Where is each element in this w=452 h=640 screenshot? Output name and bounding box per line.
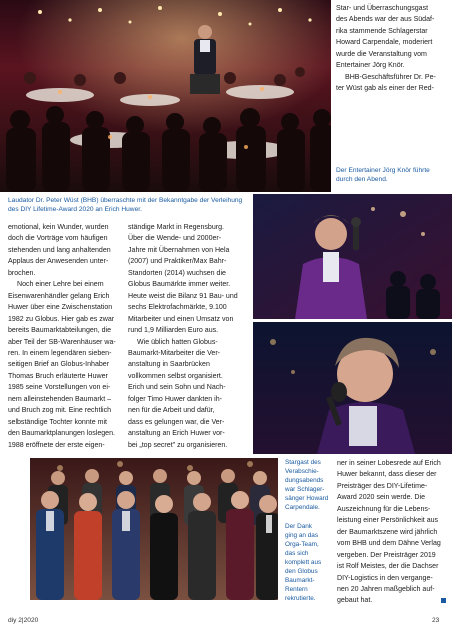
text-line: und Bruch zog mit. Eine rechtlich — [8, 407, 112, 415]
text-line: dass es gelungen war, die Ver- — [128, 418, 225, 426]
text-line: nen für die Arbeit und dafür, — [128, 407, 215, 415]
caption-line: sänger Howard — [285, 495, 329, 503]
caption-group — [285, 458, 331, 603]
text-line: Eisenwarenhändler gelang Erich — [8, 292, 110, 300]
text-line: DIY-Logistics in den vergange- — [337, 574, 433, 582]
text-line: Wie üblich hatten Globus- — [137, 338, 218, 346]
text-line: Globus Baumärkte immer weiter. — [128, 281, 231, 289]
text-line: Huwer bekannt, dass dieser der — [337, 471, 437, 479]
text-line: Huwer über eine Zwischenstation — [8, 304, 113, 312]
text-line: Jahre mit Übernahmen von Hela — [128, 246, 230, 254]
text-line: ständige Markt in Regensburg. — [128, 224, 224, 231]
text-line: gebaut hat. — [337, 597, 373, 605]
text-line: 1985 seine Vorstellungen von ei- — [8, 384, 111, 392]
body-column-2 — [128, 222, 243, 451]
text-line: Preisträger des DIY-Lifetime- — [337, 482, 428, 490]
text-line: Heute weist die Bilanz 91 Bau- und — [128, 292, 238, 300]
body-column-3 — [337, 458, 446, 607]
text-line: nen 20 Jahren maßgeblich auf- — [337, 585, 435, 593]
end-of-article-icon — [441, 598, 446, 603]
text-line: nem alleinstehenden Baumarkt – — [8, 395, 112, 403]
text-line: 1988 eröffnete der erste eigen- — [8, 441, 105, 449]
text-line: BHB-Geschäftsführer Dr. Pe- — [345, 73, 436, 81]
text-line: Howard Carpendale, moderiert — [336, 39, 433, 47]
text-line: 1982 zu Globus. Hier gab es zwar — [8, 315, 115, 323]
text-line: Erich und sein Sohn und Nach- — [128, 384, 226, 392]
text-line: anstaltung an Erich Huwer vor- — [128, 430, 225, 438]
text-line: bei „top secret" zu organisieren. — [128, 441, 228, 449]
text-line: sechs Elektrofachmärkte, 9.100 — [128, 304, 227, 312]
text-line: rund 1,9 Milliarden Euro aus. — [128, 327, 219, 335]
text-line: rika stammende Schlagerstar — [336, 27, 428, 35]
caption-line: Rentern — [285, 586, 308, 594]
caption-line: rekrutierte. — [285, 595, 316, 603]
text-line: ner in seiner Lobesrede auf Erich — [337, 460, 441, 467]
text-line: folger Timo Huwer dankten ih- — [128, 395, 223, 403]
caption-line: dungsabends — [285, 477, 324, 485]
text-line: ter Wüst gab als einer der Red- — [336, 85, 434, 93]
footer-page-number: 23 — [432, 617, 440, 624]
text-line: (2007) und Praktiker/Max Bahr- — [128, 258, 227, 266]
right-top-text — [336, 3, 446, 95]
caption-line: Stargast des — [285, 459, 321, 466]
caption-line: Verabschie- — [285, 468, 319, 476]
caption-line: war Schlager- — [285, 486, 325, 494]
text-line: Baumarkt-Mitarbeiter die Ver- — [128, 349, 221, 357]
text-line: ren. In einem legendären sieben- — [8, 349, 112, 357]
text-line: brochen. — [8, 269, 36, 277]
text-line: der Baumarktszene wird jährlich — [337, 528, 438, 536]
text-line: Standorten (2014) wuchsen die — [128, 269, 226, 277]
singer-purple-jacket-photo — [253, 194, 452, 319]
caption-line: ging an das — [285, 531, 319, 539]
text-line: des Abends war der aus Südaf- — [336, 16, 435, 24]
text-line: den Baumarktplanungen loslegen. — [8, 430, 115, 438]
text-line: bereits Baumarktabteilungen, die — [8, 327, 112, 335]
text-line: wurde die Veranstaltung vom — [336, 50, 427, 58]
text-line: Auszeichnung für die Lebens- — [337, 505, 431, 513]
text-line: vollkommen selbst organisiert. — [128, 372, 223, 380]
text-line: ist Rolf Meistes, der die Dachser — [337, 563, 439, 571]
text-line: seitigen Brief an Globus-Inhaber — [8, 361, 110, 369]
gala-hall-photo — [0, 0, 331, 192]
singer-closeup-photo — [253, 322, 452, 454]
text-line-last — [337, 595, 446, 606]
text-line: Mitarbeiter und einen Umsatz von — [128, 315, 234, 323]
orga-team-group-photo — [30, 458, 278, 600]
text-line: vom BHB und dem Dähne Verlag — [337, 540, 441, 548]
caption-line: Der Dank — [285, 522, 312, 530]
caption-gap — [285, 513, 331, 522]
text-line: Über die Wende- und 2000er- — [128, 235, 222, 243]
caption-laudator: Laudator Dr. Peter Wüst (BHB) überraschte mit der Bekanntgabe der Verleihung des DIY Lifetime-Award 2020 an Erich Huwer. — [8, 197, 243, 214]
text-line: doch die Vorträge vom häufigen — [8, 235, 108, 243]
text-line: Star- und Überraschungsgast — [336, 5, 429, 12]
text-line: stehenden und lang anhaltenden — [8, 246, 111, 254]
caption-line: den Globus — [285, 568, 318, 576]
caption-line: Carpendale. — [285, 504, 320, 512]
text-line: Entertainer Jörg Knör. — [336, 62, 405, 70]
text-line: Thomas Bruch erläuterte Huwer — [8, 372, 108, 380]
text-line: vergeben. Der Preisträger 2019 — [337, 551, 436, 559]
body-column-1 — [8, 222, 121, 451]
caption-host: Der Entertainer Jörg Knör führte durch den Abend. — [336, 167, 430, 184]
caption-line: Orga-Team, — [285, 540, 319, 548]
caption-line: Baumarkt- — [285, 577, 315, 585]
text-line: aber Teil der SB-Warenhäuser wa- — [8, 338, 116, 346]
text-line: leistung einer Persönlichkeit aus — [337, 517, 439, 525]
text-line: Award 2020 sein werde. Die — [337, 494, 426, 502]
caption-line: das sich — [285, 549, 309, 557]
footer-issue: diy 2|2020 — [8, 617, 39, 624]
text-line: emotional, kein Wunder, wurden — [8, 224, 109, 231]
text-line: anstaltung in Saarbrücken — [128, 361, 210, 369]
text-line: Applaus der Anwesenden unter- — [8, 258, 109, 266]
text-line: selbständige Tochter konnte mit — [8, 418, 107, 426]
caption-line: komplett aus — [285, 558, 322, 566]
text-line: Noch einer Lehre bei einem — [17, 281, 104, 289]
